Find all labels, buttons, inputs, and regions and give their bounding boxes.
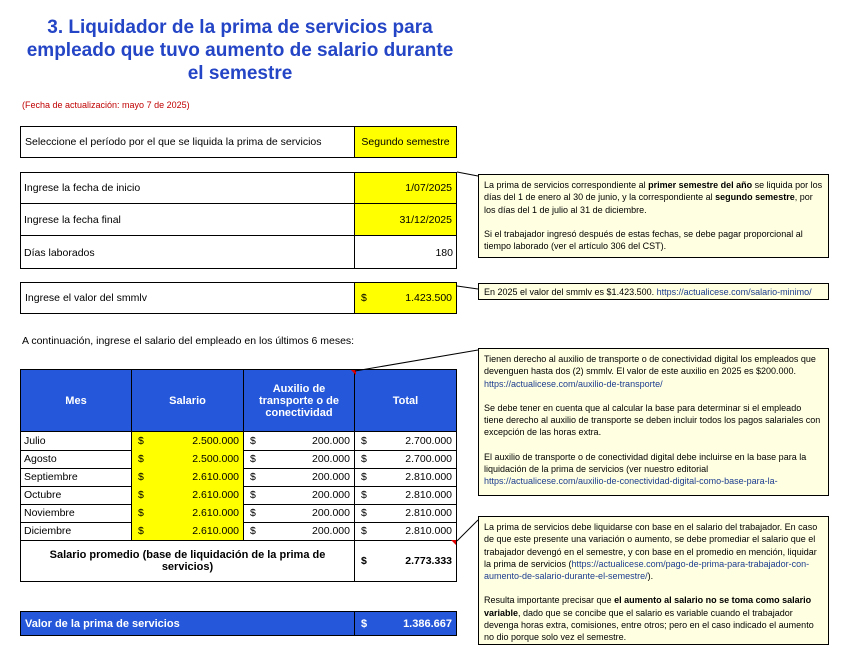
- total-cell: [354, 432, 457, 451]
- month-cell: [20, 450, 132, 469]
- connectivity-link[interactable]: https://actualicese.com/auxilio-de-conectividad-digital-como-base-para-la-: [484, 476, 778, 487]
- average-value: 2.773.333: [405, 554, 452, 567]
- month-cell: [20, 504, 132, 523]
- aux-cell: [243, 450, 355, 469]
- aux-value: 200.000: [312, 435, 350, 447]
- days-value: 180: [354, 236, 457, 269]
- month-name: Diciembre: [24, 525, 72, 537]
- total-cell: [354, 504, 457, 523]
- aux-cell: [243, 468, 355, 487]
- salary-currency: $: [138, 507, 144, 519]
- end-date-input[interactable]: 31/12/2025: [354, 203, 457, 236]
- salary-value: 2.500.000: [192, 453, 239, 465]
- comment-transport-note: Tienen derecho al auxilio de transporte o de conectividad digital los empleados que devenguen hasta dos (2) smmlv. El valor de este auxilio en 2025 es $200.000. https://actualicese.com/auxilio-de-transporte/ Se debe tener en cuenta que al calcular la base para determinar si el empleado tiene derecho al auxilio de transporte se deben incluir todos los pagos salariales con excepción de las horas extra. El auxilio de transporte o de conectividad digital debe incluirse en la base para la liquidación de la prima de servicios (ver nuestro editorial https://actualicese.com/auxilio-de-conectividad-digital-como-base-para-la-: [478, 348, 829, 496]
- smmlv-label: Ingrese el valor del smmlv: [20, 282, 355, 314]
- month-name: Julio: [24, 435, 46, 447]
- increase-link[interactable]: https://actualicese.com/pago-de-prima-para-trabajador-con-aumento-de-salario-durante-el-semestre/: [484, 558, 810, 582]
- salary-currency: $: [138, 525, 144, 537]
- average-label: Salario promedio (base de liquidación de la prima de servicios): [20, 540, 355, 582]
- header-salary: Salario: [131, 369, 244, 432]
- total-value: 2.810.000: [405, 525, 452, 537]
- result-label: Valor de la prima de servicios: [20, 611, 355, 636]
- aux-value: 200.000: [312, 471, 350, 483]
- aux-value: 200.000: [312, 507, 350, 519]
- salary-value: 2.610.000: [192, 471, 239, 483]
- month-cell: [20, 432, 132, 451]
- salary-input[interactable]: [131, 522, 244, 541]
- comment-marker-icon: [451, 540, 456, 545]
- average-value-cell: [354, 540, 457, 582]
- smmlv-input[interactable]: [354, 282, 457, 314]
- salary-currency: $: [138, 435, 144, 447]
- days-label: Días laborados: [24, 246, 95, 259]
- comment-smmlv-note: En 2025 el valor del smmlv es $1.423.500. https://actualicese.com/salario-minimo/: [478, 283, 829, 300]
- month-cell: [20, 486, 132, 505]
- salary-currency: $: [138, 471, 144, 483]
- salary-input[interactable]: [131, 432, 244, 451]
- smmlv-link[interactable]: https://actualicese.com/salario-minimo/: [656, 287, 812, 297]
- total-currency: $: [361, 471, 367, 483]
- aux-currency: $: [250, 489, 256, 501]
- aux-currency: $: [250, 435, 256, 447]
- header-aux: Auxilio de transporte o de conectividad: [243, 369, 355, 432]
- aux-cell: [243, 486, 355, 505]
- month-name: Octubre: [24, 489, 62, 501]
- salary-currency: $: [138, 453, 144, 465]
- aux-cell: [243, 504, 355, 523]
- header-total: Total: [354, 369, 457, 432]
- total-currency: $: [361, 525, 367, 537]
- salary-input[interactable]: [131, 486, 244, 505]
- total-currency: $: [361, 507, 367, 519]
- salary-input[interactable]: [131, 504, 244, 523]
- smmlv-value: 1.423.500: [405, 292, 452, 304]
- total-value: 2.810.000: [405, 489, 452, 501]
- section-instruction: A continuación, ingrese el salario del empleado en los últimos 6 meses:: [22, 335, 355, 347]
- aux-cell: [243, 432, 355, 451]
- comment-marker-icon: [351, 370, 356, 375]
- total-currency: $: [361, 489, 367, 501]
- total-currency: $: [361, 453, 367, 465]
- aux-currency: $: [250, 471, 256, 483]
- total-cell: [354, 450, 457, 469]
- average-currency: $: [361, 554, 367, 567]
- month-name: Septiembre: [24, 471, 78, 483]
- page-title: 3. Liquidador de la prima de servicios para empleado que tuvo aumento de salario durante el semestre: [26, 17, 454, 84]
- total-cell: [354, 522, 457, 541]
- salary-value: 2.610.000: [192, 507, 239, 519]
- period-select[interactable]: Segundo semestre: [354, 126, 457, 158]
- salary-value: 2.610.000: [192, 525, 239, 537]
- end-date-label: Ingrese la fecha final: [20, 204, 355, 236]
- start-date-label: Ingrese la fecha de inicio: [20, 172, 355, 204]
- aux-cell: [243, 522, 355, 541]
- salary-input[interactable]: [131, 468, 244, 487]
- result-currency: $: [361, 617, 368, 630]
- aux-value: 200.000: [312, 453, 350, 465]
- month-name: Noviembre: [24, 507, 75, 519]
- aux-currency: $: [250, 525, 256, 537]
- period-label: Seleccione el período por el que se liquida la prima de servicios: [20, 126, 355, 158]
- month-cell: [20, 522, 132, 541]
- comment-salary-increase-note: La prima de servicios debe liquidarse con base en el salario del trabajador. En caso de que este presente una variación o aumento, se debe promediar el salario que el trabajador devengó en el semestre, y con base en el promedio en mención, liquidar la prima de servicios (https://actualicese.com/pago-de-prima-para-trabajador-con-aumento-de-salario-durante-el-semestre/). Resulta importante precisar que el aumento al salario no se toma como salario variable, dado que se concibe que el salario es variable cuando el trabajador devenga horas extra, comisiones, entre otros; pero en el caso indicado el aumento no dio porque solo vez el semestre.: [478, 516, 829, 645]
- aux-currency: $: [250, 453, 256, 465]
- salary-currency: $: [138, 489, 144, 501]
- aux-currency: $: [250, 507, 256, 519]
- total-value: 2.810.000: [405, 471, 452, 483]
- total-value: 2.700.000: [405, 453, 452, 465]
- salary-value: 2.500.000: [192, 435, 239, 447]
- header-month: Mes: [20, 369, 132, 432]
- result-value-cell: [354, 611, 457, 636]
- total-cell: [354, 468, 457, 487]
- result-value: 1.386.667: [403, 617, 452, 630]
- aux-value: 200.000: [312, 489, 350, 501]
- total-cell: [354, 486, 457, 505]
- total-value: 2.700.000: [405, 435, 452, 447]
- salary-input[interactable]: [131, 450, 244, 469]
- transport-link[interactable]: https://actualicese.com/auxilio-de-transporte/: [484, 378, 663, 389]
- total-currency: $: [361, 435, 367, 447]
- month-name: Agosto: [24, 453, 57, 465]
- smmlv-currency: $: [361, 292, 367, 304]
- update-date: (Fecha de actualización: mayo 7 de 2025): [22, 100, 190, 110]
- month-cell: [20, 468, 132, 487]
- total-value: 2.810.000: [405, 507, 452, 519]
- salary-value: 2.610.000: [192, 489, 239, 501]
- comment-period-note: La prima de servicios correspondiente al primer semestre del año se liquida por los días del 1 de enero al 30 de junio, y la correspondiente al segundo semestre, por los días del 1 de julio al 31 de diciembre. Si el trabajador ingresó después de estas fechas, se debe pagar proporcional al tiempo laborado (ver el artículo 306 del CST).: [478, 174, 829, 258]
- start-date-input[interactable]: 1/07/2025: [354, 172, 457, 204]
- aux-value: 200.000: [312, 525, 350, 537]
